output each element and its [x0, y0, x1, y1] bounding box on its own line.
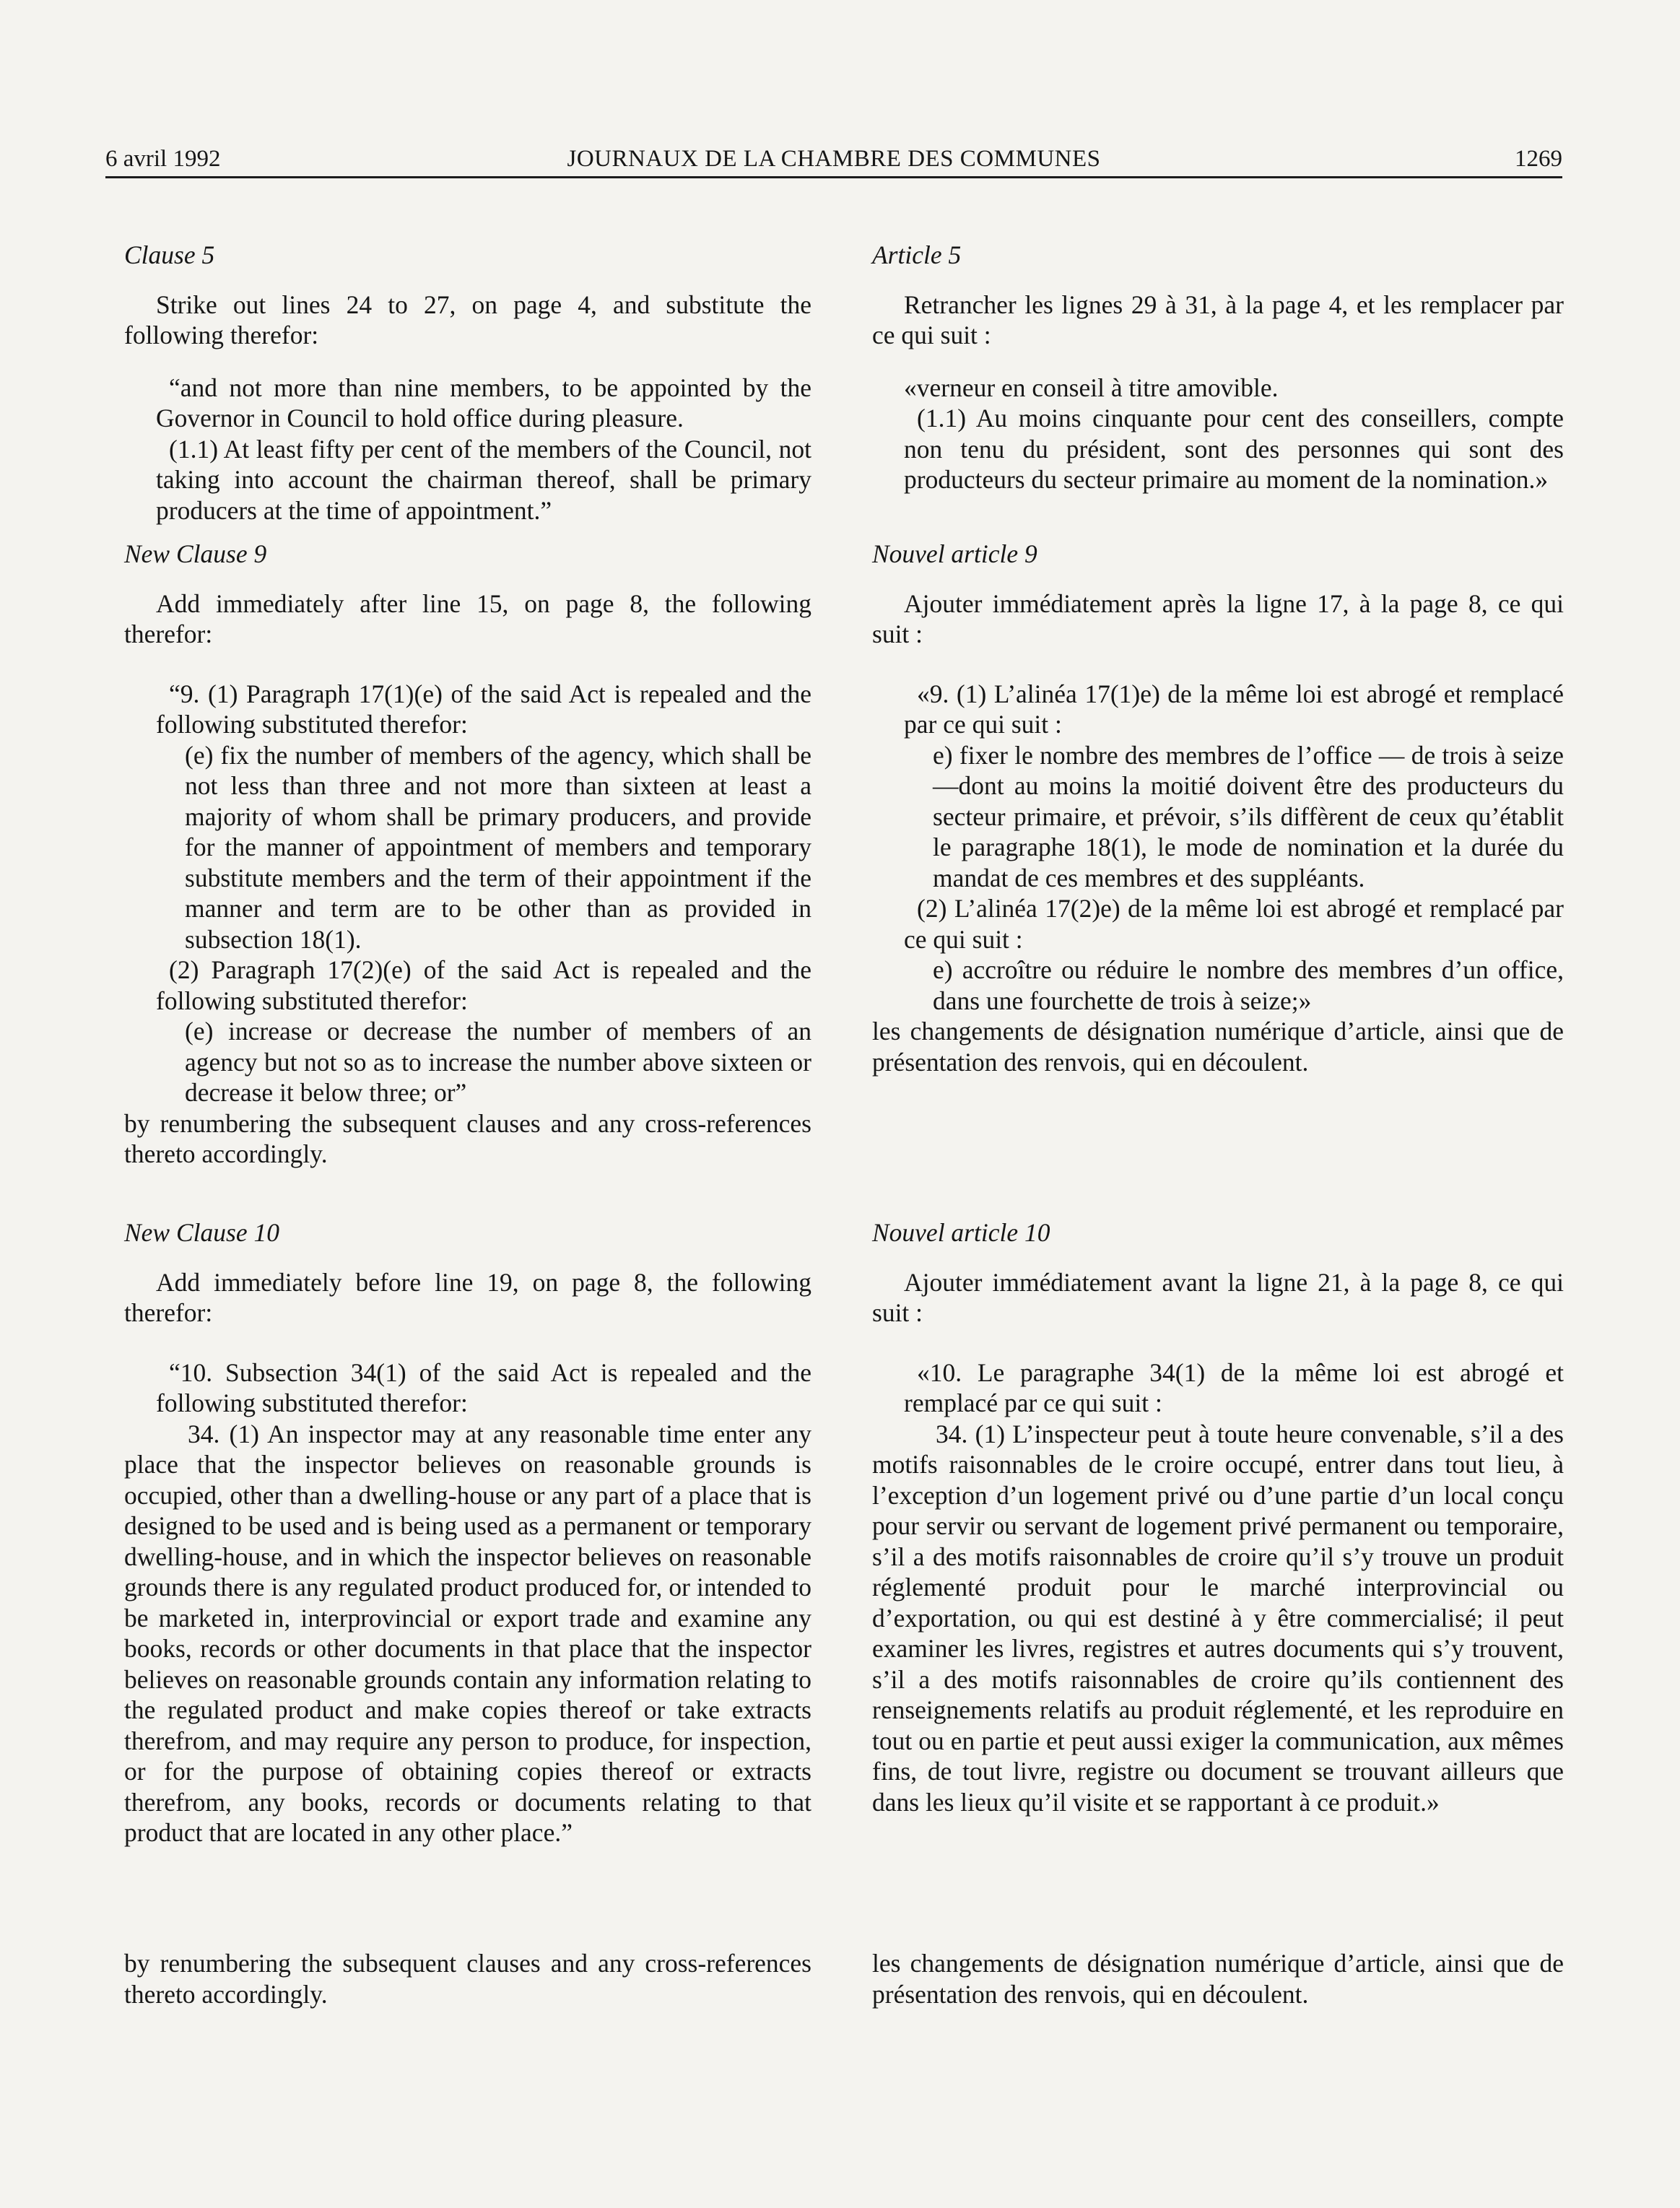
header-title: JOURNAUX DE LA CHAMBRE DES COMMUNES	[567, 146, 1101, 172]
clause-10-heading: New Clause 10	[124, 1218, 279, 1247]
clause-5-quote-1: “and not more than nine members, to be appointed by the Governor in Council to hold office during pleasure.	[156, 373, 811, 433]
article-9-paragraph-2: (2) L’alinéa 17(2)e) de la même loi est abrogé et remplacé par ce qui suit :	[904, 894, 1564, 954]
clause-10-instruction: Add immediately before line 19, on page 8, the following therefor:	[124, 1267, 811, 1327]
article-5-quote-1: «verneur en conseil à titre amovible.	[904, 373, 1279, 402]
article-9-renumber-note: les changements de désignation numérique d’article, ainsi que de présentation des renvois, qui en découlent.	[872, 1017, 1564, 1077]
article-10-renumber	[872, 1948, 1564, 2009]
page-number: 1269	[1515, 146, 1562, 172]
clause-5-instruction: Strike out lines 24 to 27, on page 4, and substitute the following therefor:	[124, 290, 811, 349]
clause-10-paragraph-2: 34. (1) An inspector may at any reasonable time enter any place that the inspector believes on reasonable grounds is occupied, other than a dwelling-house or any part of a place that is designed to be used and is being used as a permanent or temporary dwelling-house, and in which the inspector believes on reasonable grounds there is any regulated product produced for, or intended to be marketed in, interprovincial or export trade and examine any books, records or other documents in that place that the inspector believes on reasonable grounds contain any information relating to the regulated product and make copies thereof or take extracts therefrom, and may require any person to produce, for inspection, or for the purpose of obtaining copies thereof or extracts therefrom, any books, records or documents relating to that product that are located in any other place.”	[124, 1419, 811, 1847]
article-9-heading: Nouvel article 9	[872, 539, 1037, 568]
article-9-paragraph-2-e: e) accroître ou réduire le nombre des membres d’un office, dans une fourchette de trois à seize;»	[933, 955, 1564, 1015]
clause-9-paragraph-1: “9. (1) Paragraph 17(1)(e) of the said Act is repealed and the following substituted therefor:	[156, 679, 811, 739]
header-rule	[105, 176, 1562, 178]
clause-9-instruction: Add immediately after line 15, on page 8, the following therefor:	[124, 588, 811, 648]
article-9-paragraph-1: «9. (1) L’alinéa 17(1)e) de la même loi est abrogé et remplacé par ce qui suit :	[904, 679, 1564, 739]
clause-9-heading: New Clause 9	[124, 539, 267, 568]
page-header	[105, 143, 1562, 175]
article-9-paragraph-1-e: e) fixer le nombre des membres de l’office — de trois à seize —dont au moins la moitié doivent être des producteurs du secteur primaire, et prévoir, s’ils diffèrent de ceux qu’établit le paragraphe 18(1), le mode de nomination et la durée du mandat de ces membres et des suppléants.	[933, 740, 1564, 892]
article-10-paragraph-1: «10. Le paragraphe 34(1) de la même loi est abrogé et remplacé par ce qui suit :	[904, 1357, 1564, 1417]
article-10-instruction: Ajouter immédiatement avant la ligne 21, à la page 8, ce qui suit :	[872, 1267, 1564, 1327]
article-10-heading: Nouvel article 10	[872, 1218, 1050, 1247]
clause-9-paragraph-2-e: (e) increase or decrease the number of members of an agency but not so as to increase the number above sixteen or decrease it below three; or”	[185, 1017, 811, 1107]
clause-5-section	[124, 240, 811, 526]
article-10-paragraph-2: 34. (1) L’inspecteur peut à toute heure convenable, s’il a des motifs raisonnables de le croire occupé, entrer dans tout lieu, à l’exception d’un logement privé ou d’une partie d’un local conçu pour servir ou servant de logement privé permanent ou temporaire, s’il a des motifs raisonnables de croire qu’il s’y trouve un produit réglementé produit pour le marché interprovincial ou d’exportation, ou qui est destiné à y être commercialisé; il peut examiner les livres, registres et autres documents qui s’y trouvent, s’il a des motifs raisonnables de croire qu’ils contiennent des renseignements relatifs au produit réglementé, et les reproduire en tout ou en partie et peut aussi exiger la communication, aux mêmes fins, de tout livre, registre ou document se trouvant ailleurs que dans les lieux qu’il visite et se rapportant à ce produit.»	[872, 1419, 1564, 1817]
clause-5-quote-2: (1.1) At least fifty per cent of the members of the Council, not taking into account the chairman thereof, shall be primary producers at the time of appointment.”	[156, 434, 811, 525]
article-10-renumber-note: les changements de désignation numérique d’article, ainsi que de présentation des renvois, qui en découlent.	[872, 1949, 1564, 2009]
clause-10-renumber	[124, 1948, 811, 2009]
clause-5-heading: Clause 5	[124, 240, 215, 269]
article-5-instruction: Retrancher les lignes 29 à 31, à la page 4, et les remplacer par ce qui suit :	[872, 290, 1564, 349]
clause-9-paragraph-1-e: (e) fix the number of members of the agency, which shall be not less than three and not more than sixteen at least a majority of whom shall be primary producers, and provide for the manner of appointment of members and temporary substitute members and the term of their appointment if the manner and term are to be other than as provided in subsection 18(1).	[185, 740, 811, 954]
header-date: 6 avril 1992	[105, 146, 221, 172]
clause-9-renumber-note: by renumbering the subsequent clauses and any cross-references thereto accordingly.	[124, 1108, 811, 1168]
article-10-section	[872, 1217, 1564, 1817]
article-5-heading: Article 5	[872, 240, 962, 269]
clause-9-paragraph-2: (2) Paragraph 17(2)(e) of the said Act is repealed and the following substituted therefor:	[156, 955, 811, 1015]
clause-10-paragraph-1: “10. Subsection 34(1) of the said Act is repealed and the following substituted therefor:	[156, 1357, 811, 1417]
clause-9-section	[124, 539, 811, 1170]
article-5-quote-2: (1.1) Au moins cinquante pour cent des conseillers, compte non tenu du président, sont des personnes qui sont des producteurs du secteur primaire au moment de la nomination.»	[904, 404, 1564, 494]
article-9-section	[872, 539, 1564, 1077]
article-5-section	[872, 240, 1564, 495]
clause-10-section	[124, 1217, 811, 1848]
clause-10-renumber-note: by renumbering the subsequent clauses and any cross-references thereto accordingly.	[124, 1949, 811, 2009]
article-9-instruction: Ajouter immédiatement après la ligne 17, à la page 8, ce qui suit :	[872, 588, 1564, 648]
